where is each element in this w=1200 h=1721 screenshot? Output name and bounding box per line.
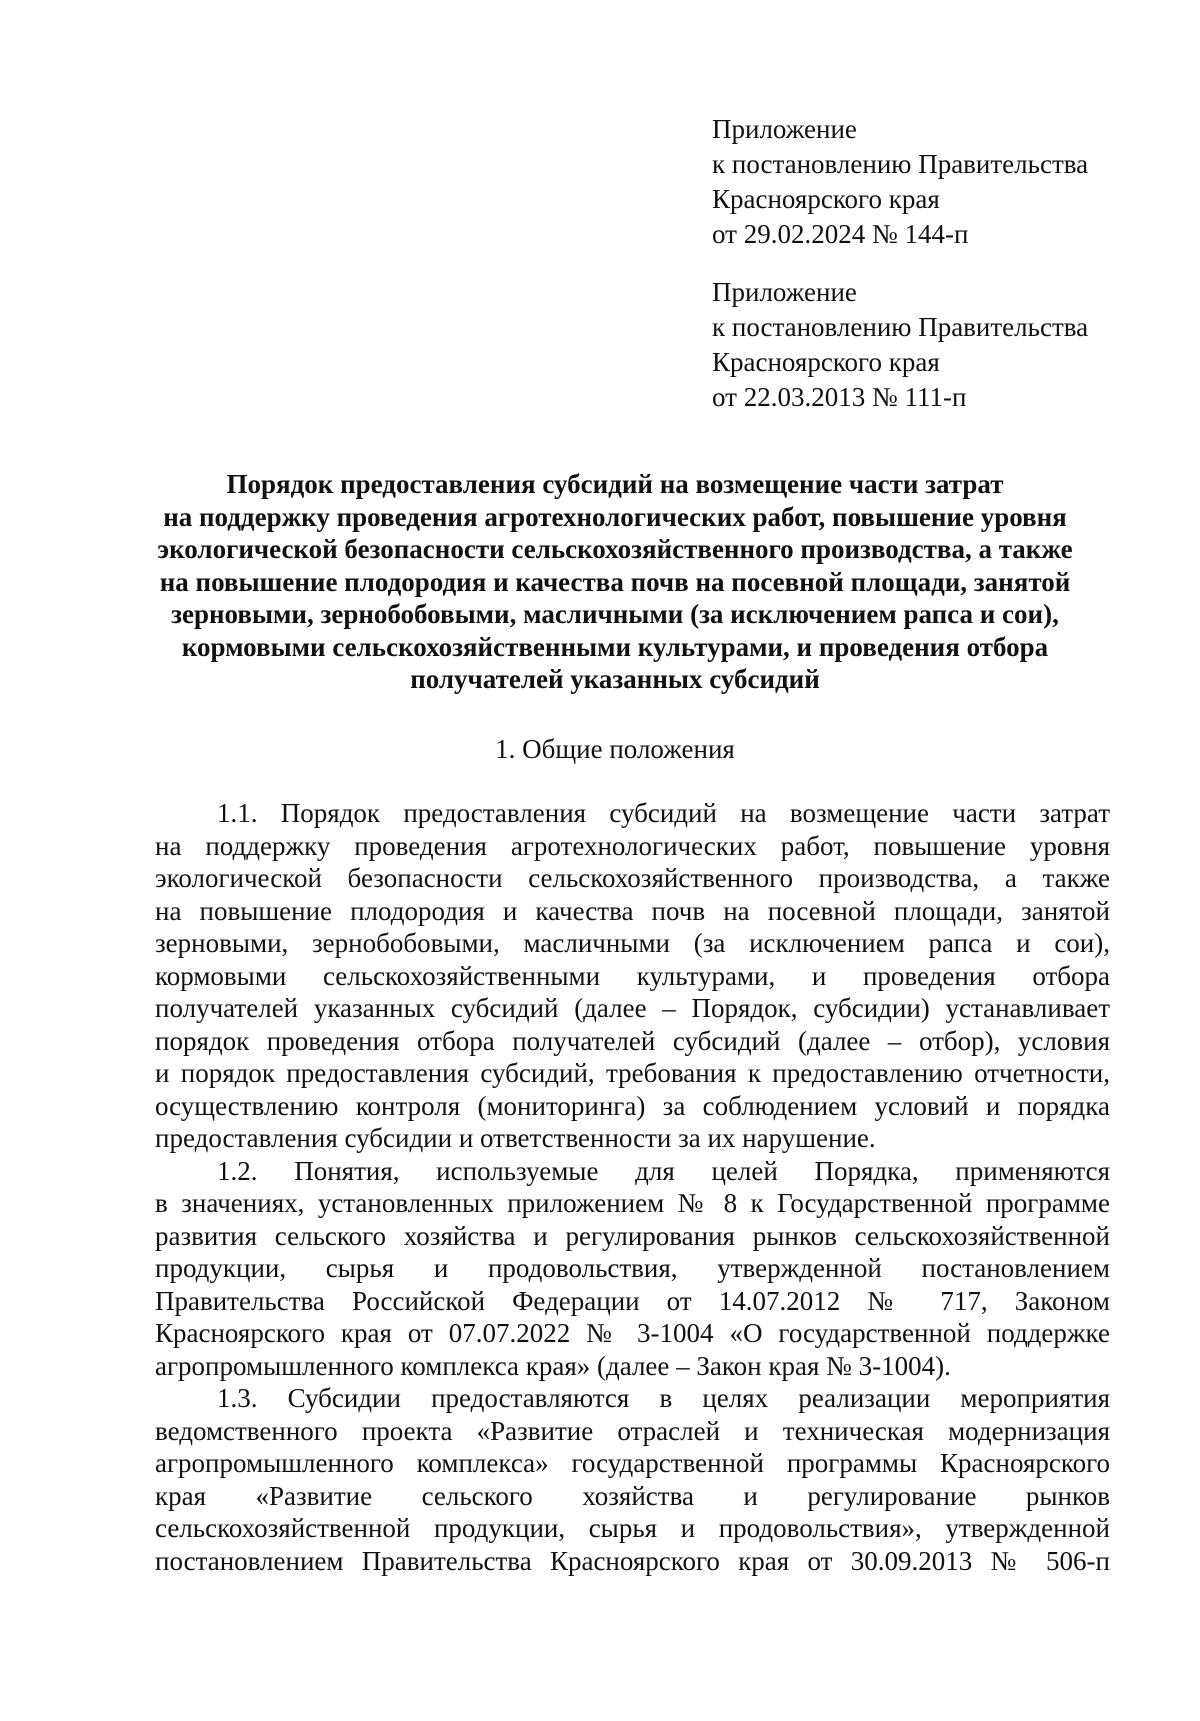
- text-line: и порядок предоставления субсидий, требования к предоставлению отчетности,: [155, 1058, 1110, 1088]
- title-line: на повышение плодородия и качества почв на посевной площади, занятой: [159, 566, 1071, 597]
- paragraph-1-2: [155, 1155, 1110, 1383]
- appendix-label: Приложение: [712, 114, 857, 144]
- text-line: зерновыми, зернобобовыми, масличными (за исключением рапса и сои),: [155, 928, 1110, 958]
- text-line: сельскохозяйственной продукции, сырья и продовольствия», утвержденной: [155, 1513, 1110, 1543]
- text-line: в значениях, установленных приложением № 8 к Государственной программе: [155, 1188, 1110, 1218]
- text-line: ведомственного проекта «Развитие отраслей и техническая модернизация: [155, 1415, 1110, 1446]
- title-line: зерновыми, зернобобовыми, масличными (за исключением рапса и сои),: [171, 599, 1059, 629]
- text-line: на поддержку проведения агротехнологических работ, повышение уровня: [155, 830, 1110, 861]
- title-line: получателей указанных субсидий: [410, 664, 820, 694]
- title-line: на поддержку проведения агротехнологических работ, повышение уровня: [163, 501, 1067, 532]
- title-line: Порядок предоставления субсидий на возмещение части затрат: [226, 469, 1004, 499]
- paragraph-1-1: [155, 797, 1110, 1155]
- text-line: 1.3. Субсидии предоставляются в целях реализации мероприятия: [217, 1383, 1110, 1413]
- section-heading: 1. Общие положения: [495, 734, 735, 764]
- text-line: порядок проведения отбора получателей субсидий (далее – отбор), условия: [155, 1025, 1110, 1056]
- appendix-region: Красноярского края: [712, 184, 940, 214]
- title-line: кормовыми сельскохозяйственными культурами, и проведения отбора: [181, 631, 1049, 662]
- title-line: экологической безопасности сельскохозяйственного производства, а также: [157, 534, 1073, 564]
- text-line: кормовыми сельскохозяйственными культурами, и проведения отбора: [155, 960, 1110, 991]
- text-line: на повышение плодородия и качества почв на посевной площади, занятой: [155, 895, 1110, 926]
- text-line: осуществлению контроля (мониторинга) за соблюдением условий и порядка: [155, 1090, 1110, 1121]
- text-line: постановлением Правительства Красноярского края от 30.09.2013 № 506-п: [155, 1545, 1110, 1576]
- section-body: [155, 797, 1110, 1577]
- appendix-label: Приложение: [712, 277, 857, 307]
- document-title: [120, 468, 1110, 696]
- appendix-block-original: [712, 275, 1152, 415]
- text-line: Красноярского края от 07.07.2022 № 3-1004 «О государственной поддержке: [155, 1318, 1110, 1348]
- appendix-date-number: от 29.02.2024 № 144-п: [712, 219, 969, 249]
- text-line: Правительства Российской Федерации от 14.07.2012 № 717, Законом: [155, 1285, 1110, 1316]
- appendix-block-current: [712, 112, 1152, 252]
- text-line: 1.1. Порядок предоставления субсидий на возмещение части затрат: [217, 798, 1110, 828]
- text-line: экологической безопасности сельскохозяйственного производства, а также: [155, 863, 1110, 893]
- paragraph-1-3: [155, 1382, 1110, 1577]
- text-line: агропромышленного комплекса» государственной программы Красноярского: [155, 1448, 1110, 1478]
- text-line: агропромышленного комплекса края» (далее – Закон края № 3-1004).: [155, 1350, 951, 1381]
- text-line: продукции, сырья и продовольствия, утвержденной постановлением: [155, 1253, 1110, 1283]
- appendix-region: Красноярского края: [712, 347, 940, 377]
- appendix-reference: к постановлению Правительства: [712, 149, 1089, 179]
- text-line: получателей указанных субсидий (далее – Порядок, субсидии) устанавливает: [155, 993, 1110, 1023]
- text-line: 1.2. Понятия, используемые для целей Порядка, применяются: [217, 1155, 1110, 1186]
- appendix-reference: к постановлению Правительства: [712, 312, 1089, 342]
- appendix-date-number: от 22.03.2013 № 111-п: [712, 382, 967, 412]
- text-line: предоставления субсидии и ответственности за их нарушение.: [155, 1123, 876, 1153]
- text-line: развития сельского хозяйства и регулирования рынков сельскохозяйственной: [155, 1220, 1110, 1251]
- text-line: края «Развитие сельского хозяйства и регулирование рынков: [155, 1480, 1110, 1511]
